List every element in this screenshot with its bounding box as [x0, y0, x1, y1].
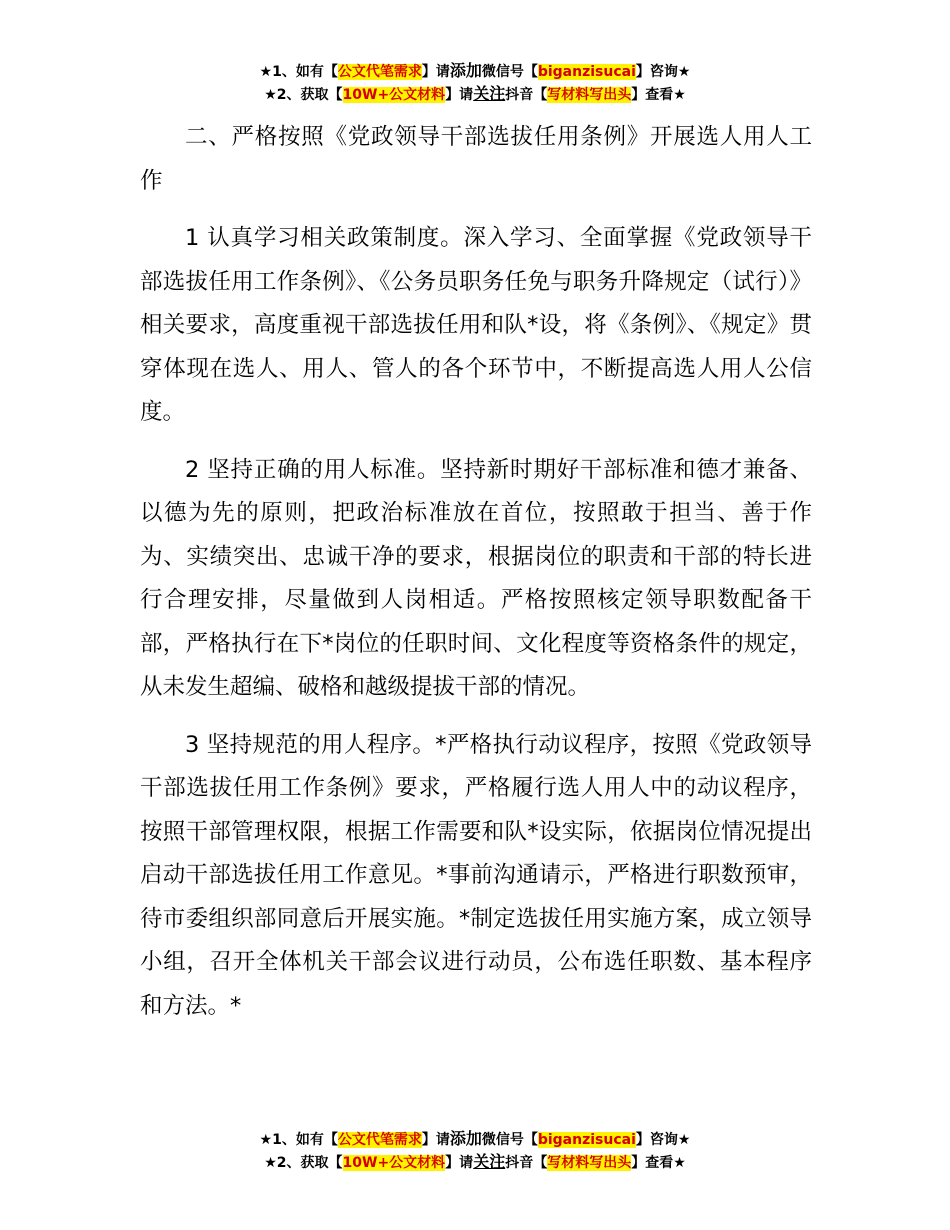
header-line-2-highlight-materials: 10W+公文材料	[342, 87, 446, 103]
document-body	[140, 116, 812, 1042]
footer-line-2-suffix: 】查看★	[631, 1155, 686, 1171]
footer-line-1-mid-2: 微信号【	[481, 1132, 538, 1148]
footer-line-1-mid: 】请	[421, 1132, 450, 1148]
footer-line-1	[0, 1128, 950, 1151]
footer-line-1-highlight-service: 公文代笔需求	[337, 1132, 422, 1148]
footer-line-1-suffix: 】咨询★	[635, 1132, 691, 1148]
header-line-1-mid-2: 微信号【	[481, 64, 538, 80]
footer-line-2	[0, 1151, 950, 1174]
paragraph-3: 3 坚持规范的用人程序。*严格执行动议程序，按照《党政领导干部选拔任用工作条例》要求，严格履行选人用人中的动议程序，按照干部管理权限，根据工作需要和队*设实际，依据岗位情况提出启动干部选拔任用工作意见。*事前沟通请示，严格进行职数预审，待市委组织部同意后开展实施。*制定选拔任用实施方案，成立领导小组，召开全体机关干部会议进行动员，公布选任职数、基本程序和方法。*	[140, 731, 812, 1019]
header-line-2-prefix: ★2、获取【	[264, 87, 343, 103]
header-line-1	[0, 60, 950, 83]
header-line-1-highlight-service: 公文代笔需求	[337, 64, 422, 80]
footer-line-2-mid-2: 抖音【	[505, 1155, 548, 1171]
header-line-2-mid-2: 抖音【	[505, 87, 548, 103]
header-line-2-mid: 】请	[445, 87, 474, 103]
footer-line-1-prefix: ★1、如有【	[259, 1132, 338, 1148]
header-line-1-prefix: ★1、如有【	[259, 64, 338, 80]
footer-line-2-highlight-douyin: 写材料写出头	[547, 1155, 632, 1171]
paragraph-1: 1 认真学习相关政策制度。深入学习、全面掌握《党政领导干部选拔任用工作条例》、《公务员职务任免与职务升降规定（试行）》相关要求，高度重视干部选拔任用和队*设，将《条例》、《规定》贯穿体现在选人、用人、管人的各个环节中，不断提高选人用人公信度。	[140, 225, 812, 425]
header-line-2	[0, 83, 950, 106]
header-line-1-highlight-wechat-id: biganzisucai	[537, 64, 636, 80]
footer-line-2-mid: 】请	[445, 1155, 474, 1171]
footer-line-2-highlight-materials: 10W+公文材料	[342, 1155, 446, 1171]
footer-banner	[0, 1128, 950, 1174]
header-line-2-emphasis: 关注	[473, 84, 506, 103]
header-line-1-emphasis: 添加	[449, 61, 482, 80]
paragraph-2: 2 坚持正确的用人标准。坚持新时期好干部标准和德才兼备、以德为先的原则，把政治标准放在首位，按照敢于担当、善于作为、实绩突出、忠诚干净的要求，根据岗位的职责和干部的特长进行合理安排，尽量做到人岗相适。严格按照核定领导职数配备干部，严格执行在下*岗位的任职时间、文化程度等资格条件的规定，从未发生超编、破格和越级提拔干部的情况。	[140, 456, 812, 700]
footer-line-2-prefix: ★2、获取【	[264, 1155, 343, 1171]
header-line-2-suffix: 】查看★	[631, 87, 686, 103]
footer-line-1-highlight-wechat-id: biganzisucai	[537, 1132, 636, 1148]
header-line-2-highlight-douyin: 写材料写出头	[547, 87, 632, 103]
footer-line-2-emphasis: 关注	[473, 1152, 506, 1171]
section-heading: 二、严格按照《党政领导干部选拔任用条例》开展选人用人工作	[140, 124, 812, 194]
header-line-1-suffix: 】咨询★	[635, 64, 691, 80]
header-banner	[0, 60, 950, 106]
footer-line-1-emphasis: 添加	[449, 1129, 482, 1148]
header-line-1-mid: 】请	[421, 64, 450, 80]
